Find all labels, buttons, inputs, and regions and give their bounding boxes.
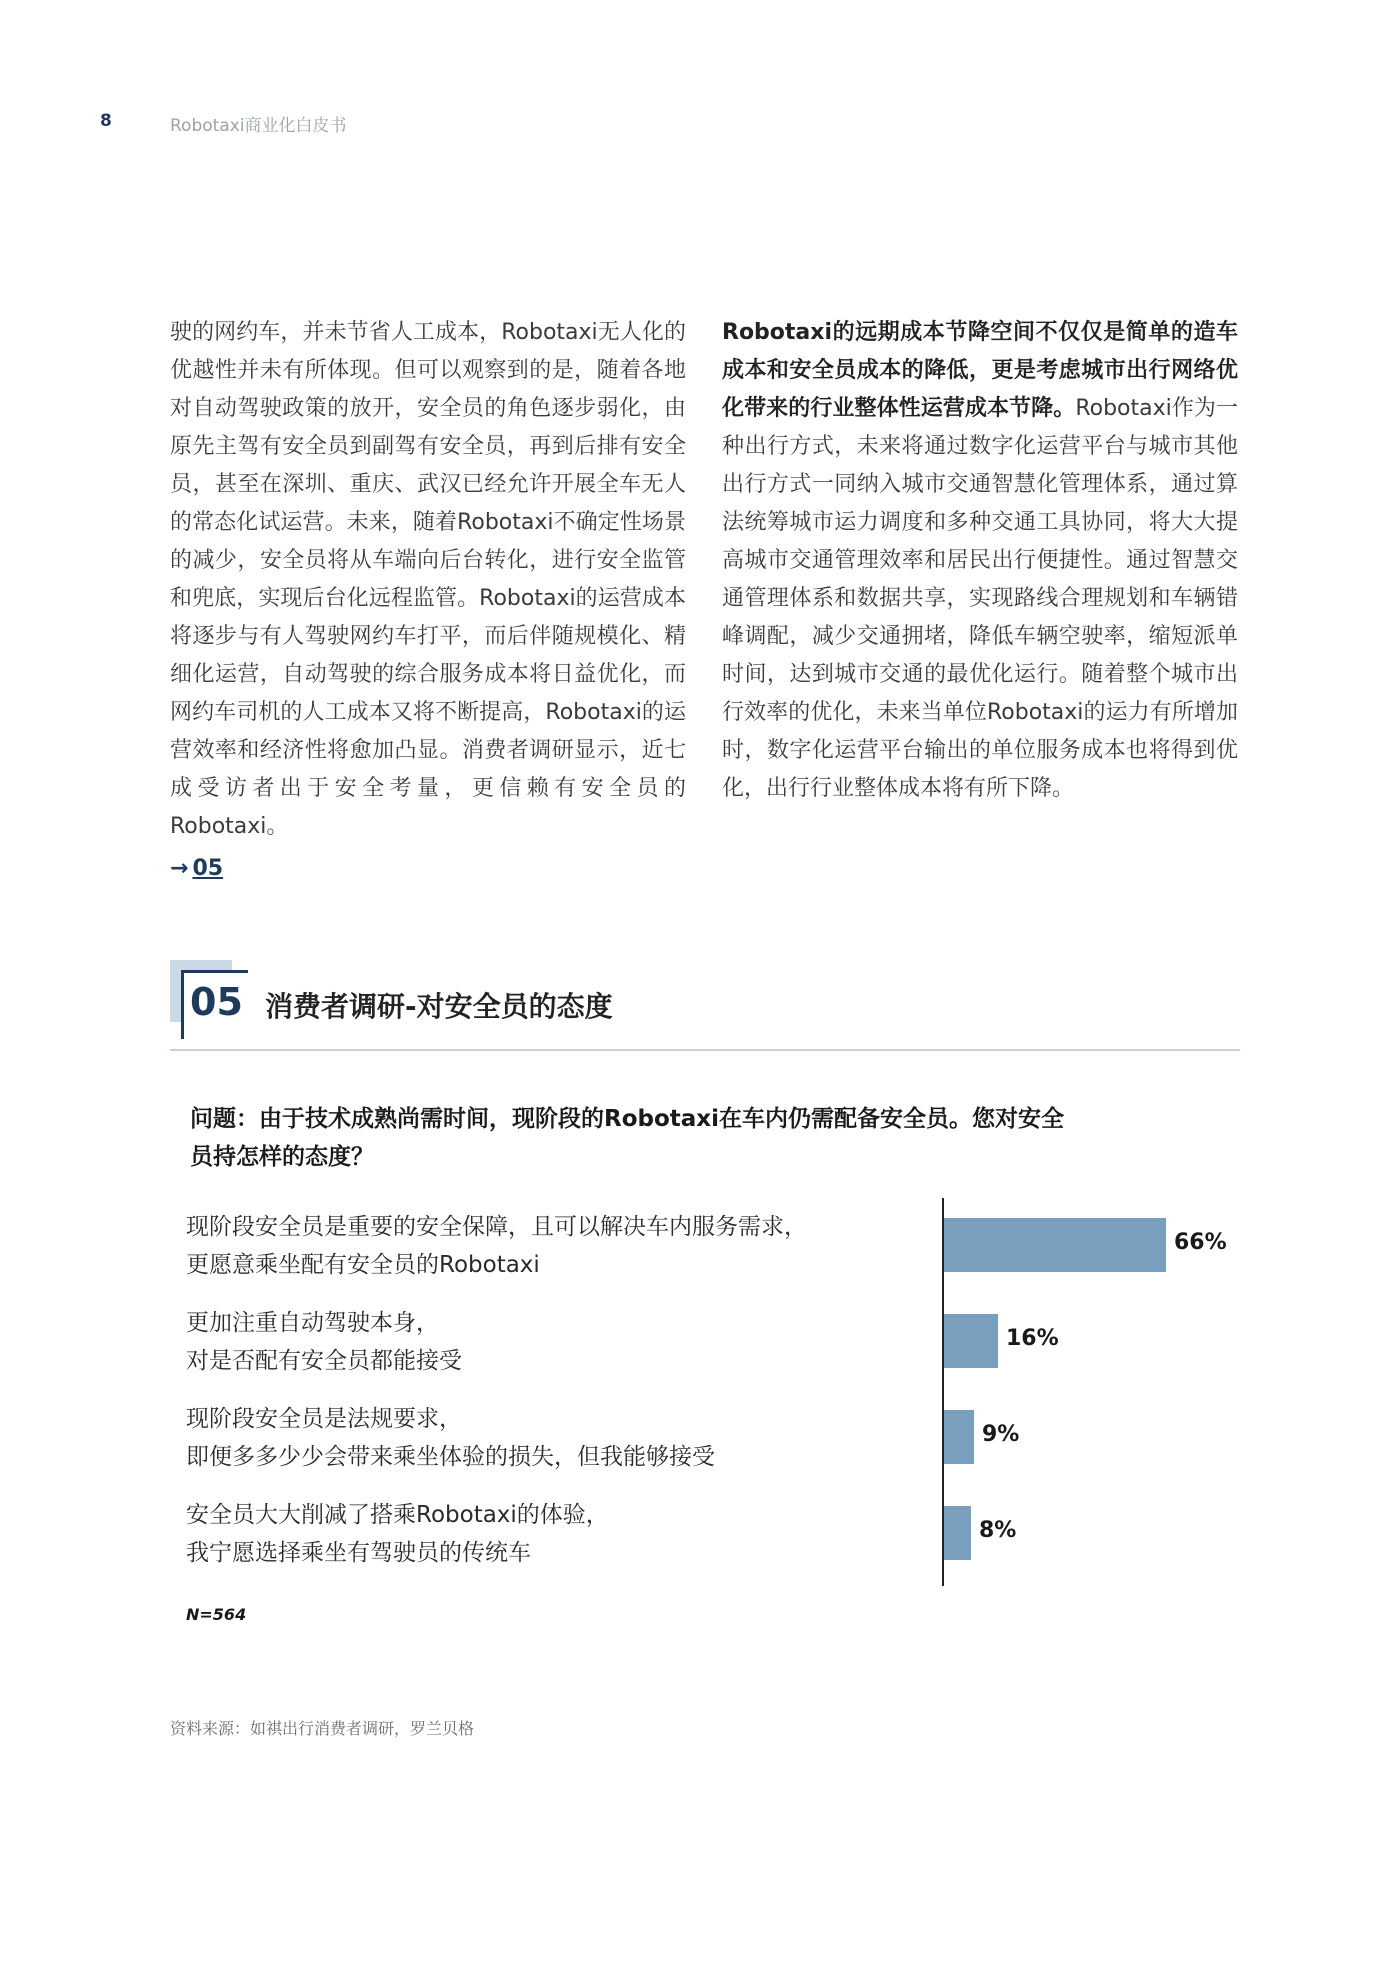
section-number: 05 [190, 980, 243, 1024]
bar-value-label: 66% [1174, 1230, 1227, 1255]
right-column [722, 314, 1238, 808]
category-label [186, 1400, 906, 1476]
chart-bar [944, 1506, 971, 1560]
survey-question-line2: 员持怎样的态度？ [190, 1144, 374, 1170]
category-label-line: 现阶段安全员是重要的安全保障，且可以解决车内服务需求， [186, 1214, 807, 1240]
category-label [186, 1304, 906, 1380]
bar-value-label: 16% [1006, 1326, 1059, 1351]
category-label-line: 即便多多少少会带来乘坐体验的损失，但我能够接受 [186, 1444, 715, 1470]
category-label-line: 现阶段安全员是法规要求， [186, 1406, 462, 1432]
category-label [186, 1208, 906, 1284]
xref-number: 05 [192, 856, 224, 881]
page-number: 8 [100, 111, 112, 131]
category-label-line: 安全员大大削减了搭乘Robotaxi的体验， [186, 1502, 609, 1528]
category-label [186, 1496, 906, 1572]
survey-question-line1: 问题：由于技术成熟尚需时间，现阶段的Robotaxi在车内仍需配备安全员。您对安全 [190, 1106, 1065, 1132]
left-column [170, 314, 686, 888]
arrow-right-icon: → [170, 856, 189, 881]
document-title: Robotaxi商业化白皮书 [170, 116, 347, 136]
survey-question [190, 1100, 1120, 1176]
bar-value-label: 8% [979, 1518, 1017, 1543]
category-label-line: 我宁愿选择乘坐有驾驶员的传统车 [186, 1540, 531, 1566]
chart-bar [944, 1314, 998, 1368]
bar-value-label: 9% [982, 1422, 1020, 1447]
chart-bar [944, 1218, 1166, 1272]
right-column-paragraph [722, 314, 1238, 808]
section-05-link[interactable] [170, 850, 223, 888]
section-title: 消费者调研-对安全员的态度 [265, 990, 613, 1023]
section-divider [170, 1049, 1240, 1051]
sample-size: N=564 [186, 1605, 247, 1624]
chart-bar [944, 1410, 974, 1464]
category-label-line: 对是否配有安全员都能接受 [186, 1348, 462, 1374]
category-label-line: 更加注重自动驾驶本身， [186, 1310, 439, 1336]
category-label-line: 更愿意乘坐配有安全员的Robotaxi [186, 1252, 540, 1278]
right-column-text: Robotaxi作为一种出行方式，未来将通过数字化运营平台与城市其他出行方式一同纳入城市交通智慧化管理体系，通过算法统筹城市运力调度和多种交通工具协同，将大大提高城市交通管理效率和居民出行便捷性。通过智慧交通管理体系和数据共享，实现路线合理规划和车辆错峰调配，减少交通拥堵，降低车辆空驶率，缩短派单时间，达到城市交通的最优化运行。随着整个城市出行效率的优化，未来当单位Robotaxi的运力有所增加时，数字化运营平台输出的单位服务成本也将得到优化，出行行业整体成本将有所下降。 [722, 396, 1238, 801]
left-column-text: 驶的网约车，并未节省人工成本，Robotaxi无人化的优越性并未有所体现。但可以观察到的是，随着各地对自动驾驶政策的放开，安全员的角色逐步弱化，由原先主驾有安全员到副驾有安全员，再到后排有安全员，甚至在深圳、重庆、武汉已经允许开展全车无人的常态化试运营。未来，随着Robotaxi不确定性场景的减少，安全员将从车端向后台转化，进行安全监管和兜底，实现后台化远程监管。Robotaxi的运营成本将逐步与有人驾驶网约车打平，而后伴随规模化、精细化运营，自动驾驶的综合服务成本将日益优化，而网约车司机的人工成本又将不断提高，Robotaxi的运营效率和经济性将愈加凸显。消费者调研显示，近七成受访者出于安全考量，更信赖有安全员的Robotaxi。 [170, 320, 686, 839]
source-note: 资料来源：如祺出行消费者调研，罗兰贝格 [170, 1719, 475, 1738]
right-column-bold-text: Robotaxi的远期成本节降空间不仅仅是简单的造车成本和安全员成本的降低，更是考虑城市出行网络优化带来的行业整体性运营成本节降。 [722, 320, 1238, 421]
